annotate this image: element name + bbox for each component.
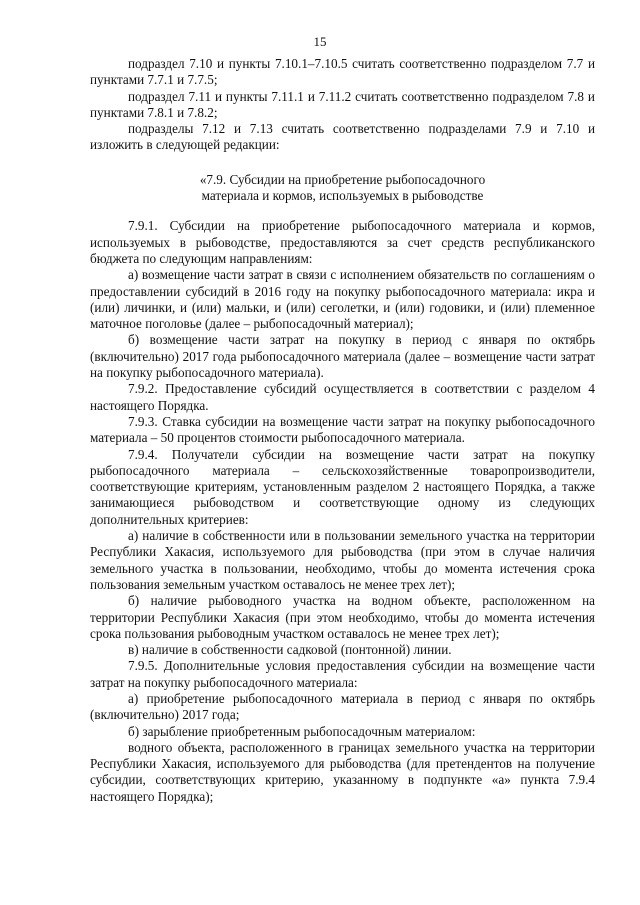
paragraph: подразделы 7.12 и 7.13 считать соответственно подразделами 7.9 и 7.10 и изложить в следующей редакции: [90,121,595,153]
paragraph: водного объекта, расположенного в границах земельного участка на территории Республики Хакасия, используемого для рыбоводства (для претендентов на получение субсидии, соответствующих критерию, указанному в подпункте «а» пункта 7.9.4 настоящего Порядка); [90,739,595,804]
heading-line: «7.9. Субсидии на приобретение рыбопосадочного [199,171,486,187]
paragraph: 7.9.3. Ставка субсидии на возмещение части затрат на покупку рыбопосадочного материала – 50 процентов стоимости рыбопосадочного материала. [90,413,595,446]
paragraph: а) приобретение рыбопосадочного материала в период с января по октябрь (включительно) 2017 года; [90,690,595,723]
paragraph: а) возмещение части затрат в связи с исполнением обязательств по соглашениям о предоставлении субсидий в 2016 году на покупку рыбопосадочного материала: икра и (или) личинки, и (или) мальки, и (или) сеголетки, и (или) годовики, и (или) племенное маточное поголовье (далее – рыбопосадочный материал); [90,267,595,332]
paragraph: 7.9.4. Получатели субсидии на возмещение части затрат на покупку рыбопосадочного материала – сельскохозяйственные товаропроизводители, соответствующие критериям, установленным разделом 2 настоящего Порядка, а также занимающиеся рыбоводством и соответствующие одному из следующих дополнительных критериев: [90,446,595,527]
paragraph: 7.9.5. Дополнительные условия предоставления субсидии на возмещение части затрат на покупку рыбопосадочного материала: [90,658,595,690]
paragraph: 7.9.2. Предоставление субсидий осуществляется в соответствии с разделом 4 настоящего Порядка. [90,381,595,413]
section-heading [90,172,595,205]
heading-line: материала и кормов, используемых в рыбоводстве [201,188,484,204]
paragraph: 7.9.1. Субсидии на приобретение рыбопосадочного материала и кормов, используемых в рыбоводстве, предоставляются за счет средств республиканского бюджета по следующим направлениям: [90,218,595,266]
paragraph: в) наличие в собственности садковой (понтонной) линии. [128,642,452,658]
paragraph: б) возмещение части затрат на покупку в период с января по октябрь (включительно) 2017 года рыбопосадочного материала (далее – возмещение части затрат на покупку рыбопосадочного материала). [90,332,595,381]
document-body [90,56,595,805]
paragraph: подраздел 7.11 и пункты 7.11.1 и 7.11.2 считать соответственно подразделом 7.8 и пунктами 7.8.1 и 7.8.2; [90,88,595,120]
paragraph: б) зарыбление приобретенным рыбопосадочным материалом: [128,723,476,739]
page-number: 15 [313,34,327,49]
paragraph: подраздел 7.10 и пункты 7.10.1–7.10.5 считать соответственно подразделом 7.7 и пунктами 7.7.1 и 7.7.5; [90,56,595,88]
paragraph: а) наличие в собственности или в пользовании земельного участка на территории Республики Хакасия, используемого для рыбоводства (при этом в случае наличия земельного участка в пользовании, необходимо, чтобы до момента истечения срока пользования земельным участком оставалось не менее трех лет); [90,528,595,592]
paragraph: б) наличие рыбоводного участка на водном объекте, расположенном на территории Республики Хакасия (при этом необходимо, чтобы до момента истечения срока пользования рыбоводным участком оставалось не менее трех лет); [90,593,595,641]
